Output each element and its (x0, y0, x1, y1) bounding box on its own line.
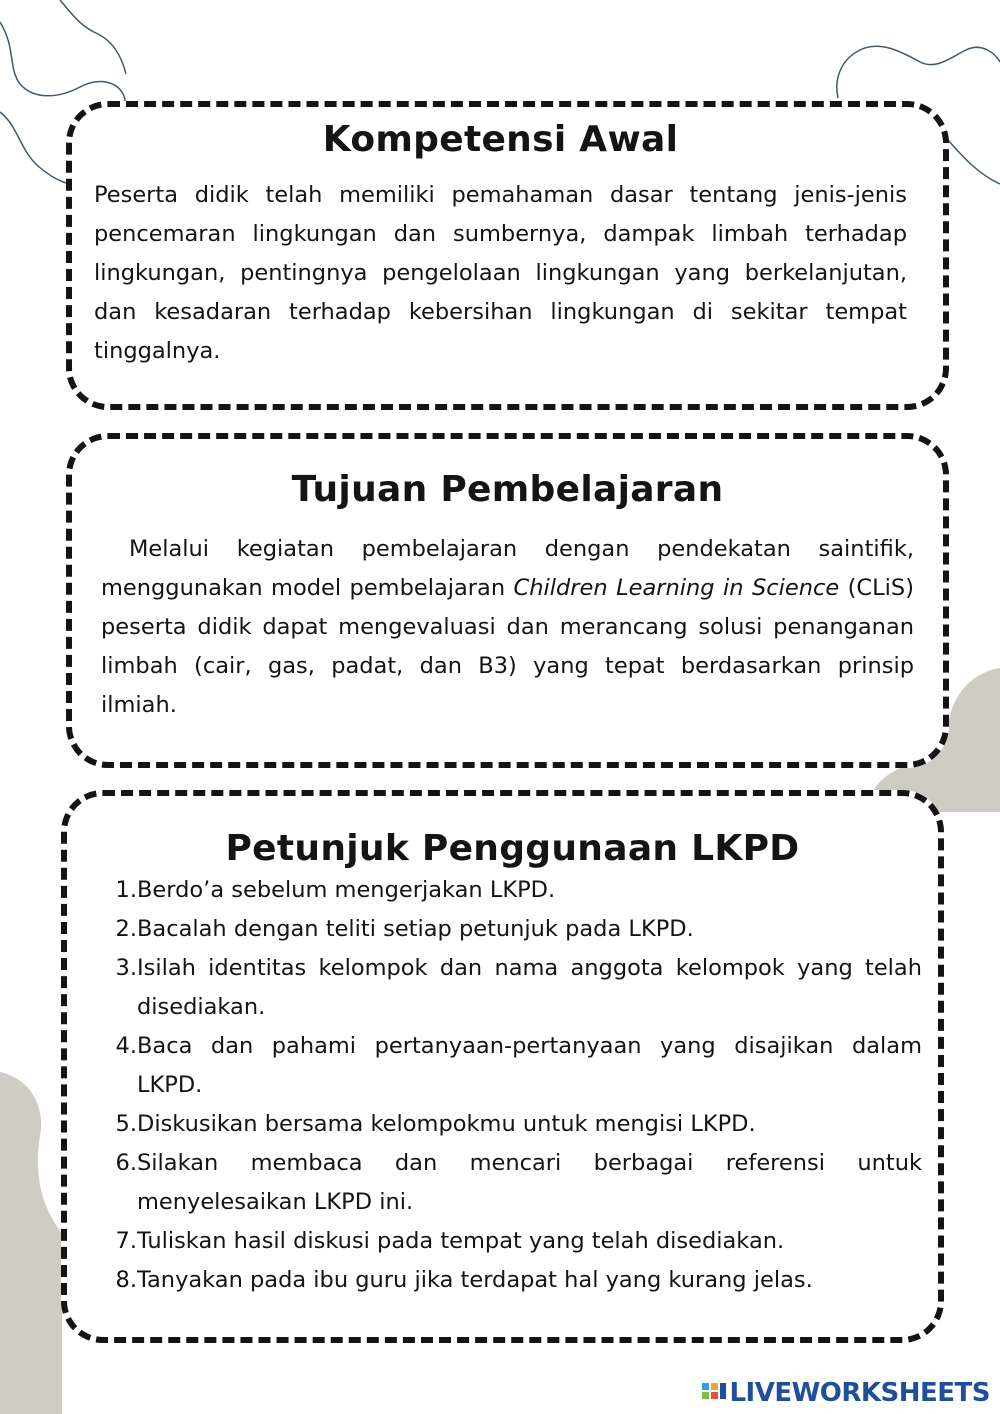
tujuan-text-end: (CLiS) peserta didik dapat mengevaluasi dan merancang solusi penanganan limbah (cair, gas, padat, dan B3) yang tepat berdasarkan prinsip ilmiah. (101, 575, 914, 718)
list-item (103, 871, 922, 910)
step-text: Diskusikan bersama kelompokmu untuk mengisi LKPD. (137, 1111, 756, 1137)
step-number: 6. (115, 1150, 137, 1176)
list-item (103, 949, 922, 1027)
list-item (103, 1222, 922, 1261)
step-number: 1. (115, 877, 137, 903)
tujuan-text-model-name: Children Learning in Science (513, 575, 840, 601)
tujuan-text-start: Melalui kegiatan pembelajaran dengan pendekatan saintifik, menggunakan model pembelajaran (101, 536, 914, 601)
list-item (103, 1027, 922, 1105)
kompetensi-awal-text: Peserta didik telah memiliki pemahaman dasar tentang jenis-jenis pencemaran lingkungan dan sumbernya, dampak limbah terhadap lingkungan, pentingnya pengelolaan lingkungan yang berkelanjutan, dan kesadaran terhadap kebersihan lingkungan di sekitar tempat tinggalnya. (94, 182, 907, 364)
step-number: 7. (115, 1228, 137, 1254)
step-text: Bacalah dengan teliti setiap petunjuk pada LKPD. (137, 916, 694, 942)
step-text: Tanyakan pada ibu guru jika terdapat hal yang kurang jelas. (137, 1267, 813, 1293)
liveworksheets-logo-icon (701, 1380, 727, 1406)
step-text: Tuliskan hasil diskusi pada tempat yang telah disediakan. (137, 1228, 785, 1254)
kompetensi-awal-card (66, 101, 949, 410)
step-number: 2. (115, 916, 137, 942)
step-text: Silakan membaca dan mencari berbagai referensi untuk menyelesaikan LKPD ini. (137, 1150, 922, 1215)
petunjuk-penggunaan-title: Petunjuk Penggunaan LKPD (225, 828, 800, 869)
petunjuk-steps-list (103, 871, 922, 1300)
liveworksheets-brand-link[interactable] (701, 1378, 990, 1408)
liveworksheets-brand-name: LIVEWORKSHEETS (729, 1378, 990, 1408)
step-text: Berdo’a sebelum mengerjakan LKPD. (137, 877, 556, 903)
blob-left (0, 1072, 70, 1414)
list-item (103, 1105, 922, 1144)
tujuan-pembelajaran-title: Tujuan Pembelajaran (291, 469, 724, 510)
petunjuk-penggunaan-card (61, 790, 944, 1343)
list-item (103, 910, 922, 949)
step-number: 8. (115, 1267, 137, 1293)
list-item (103, 1144, 922, 1222)
tujuan-pembelajaran-card (66, 433, 949, 768)
step-number: 3. (115, 955, 137, 981)
step-number: 4. (115, 1033, 137, 1059)
step-text: Baca dan pahami pertanyaan-pertanyaan yang disajikan dalam LKPD. (137, 1033, 922, 1098)
tujuan-pembelajaran-text (101, 530, 914, 725)
step-text: Isilah identitas kelompok dan nama anggota kelompok yang telah disediakan. (137, 955, 922, 1020)
step-number: 5. (115, 1111, 137, 1137)
list-item (103, 1261, 922, 1300)
kompetensi-awal-title: Kompetensi Awal (322, 119, 679, 160)
